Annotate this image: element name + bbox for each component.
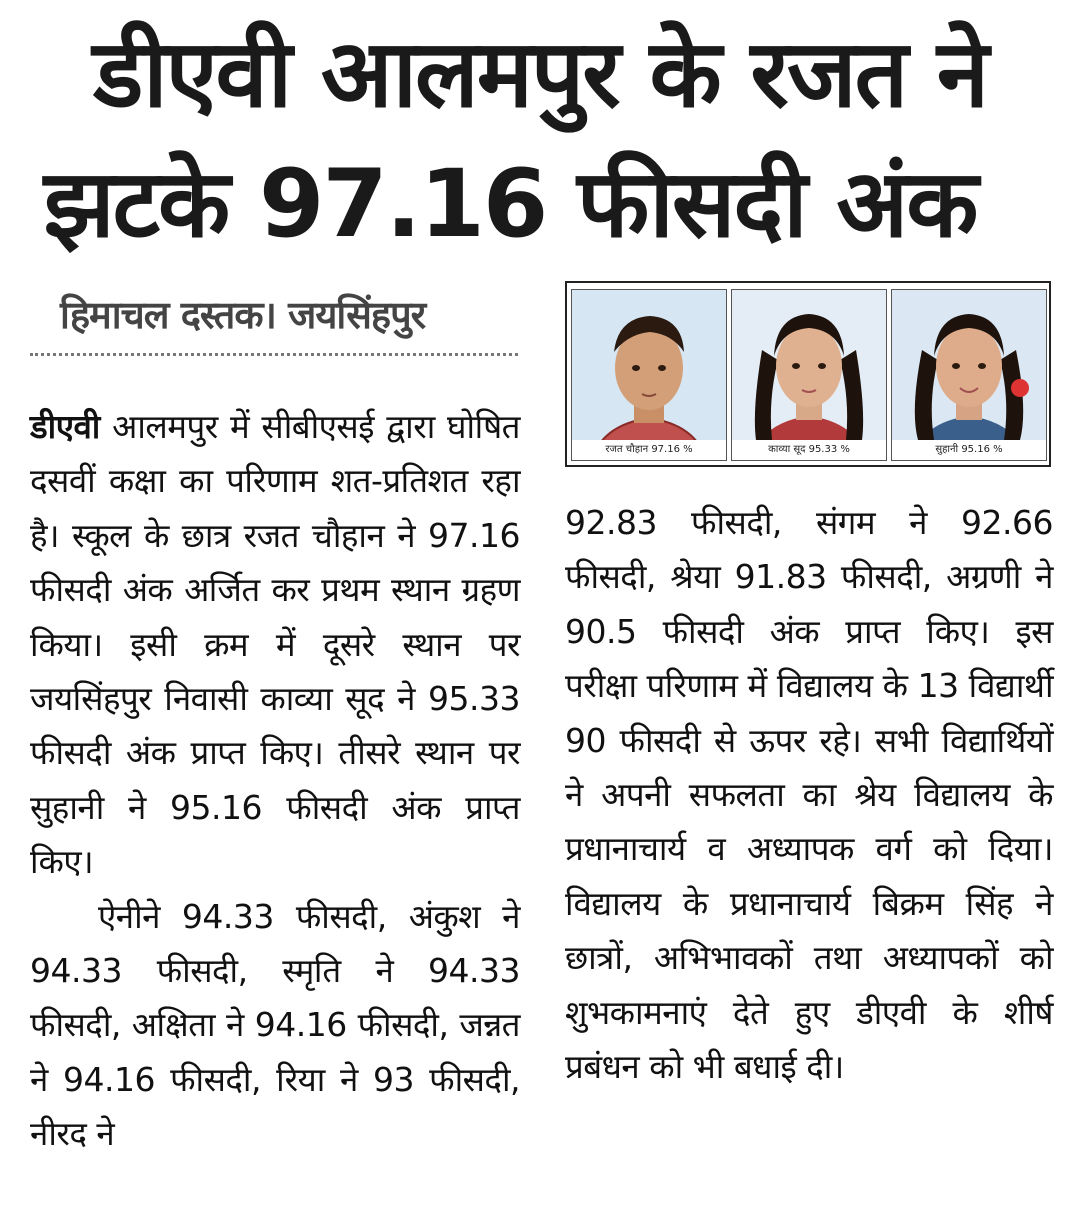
girl-portrait-image bbox=[892, 290, 1046, 460]
article-column-right bbox=[565, 496, 1053, 1094]
headline-line-1: डीएवी आलमपुर के रजत ने bbox=[92, 20, 988, 129]
student-photo-2 bbox=[731, 289, 887, 461]
student-photo-3 bbox=[891, 289, 1047, 461]
article-column-left bbox=[30, 400, 520, 1162]
headline-line-2: झटके 97.16 फीसदी अंक bbox=[43, 150, 977, 259]
byline: हिमाचल दस्तक। जयसिंहपुर bbox=[60, 293, 426, 337]
lead-word: डीएवी bbox=[30, 407, 100, 446]
byline-divider bbox=[30, 353, 518, 356]
photo-caption-3: सुहानी 95.16 % bbox=[892, 440, 1046, 460]
student-photo-strip bbox=[565, 281, 1051, 467]
article-paragraph-1: आलमपुर में सीबीएसई द्वारा घोषित दसवीं कक्षा का परिणाम शत-प्रतिशत रहा है। स्कूल के छात्र रजत चौहान ने 97.16 फीसदी अंक अर्जित कर प्रथम स्थान ग्रहण किया। इसी क्रम में दूसरे स्थान पर जयसिंहपुर निवासी काव्या सूद ने 95.33 फीसदी अंक प्राप्त किए। तीसरे स्थान पर सुहानी ने 95.16 फीसदी अंक प्राप्त किए। bbox=[30, 407, 520, 882]
girl-portrait-image bbox=[732, 290, 886, 460]
article-paragraph-3: 92.83 फीसदी, संगम ने 92.66 फीसदी, श्रेया 91.83 फीसदी, अग्रणी ने 90.5 फीसदी अंक प्राप्त किए। इस परीक्षा परिणाम में विद्यालय के 13 विद्यार्थी 90 फीसदी से ऊपर रहे। सभी विद्यार्थियों ने अपनी सफलता का श्रेय विद्यालय के प्रधानाचार्य व अध्यापक वर्ग को दिया। विद्यालय के प्रधानाचार्य बिक्रम सिंह ने छात्रों, अभिभावकों तथा अध्यापकों को शुभकामनाएं देते हुए डीएवी के शीर्ष प्रबंधन को भी बधाई दी। bbox=[565, 503, 1053, 1087]
article-paragraph-2: ऐनीने 94.33 फीसदी, अंकुश ने 94.33 फीसदी, स्मृति ने 94.33 फीसदी, अक्षिता ने 94.16 फीसदी, जन्नत ने 94.16 फीसदी, रिया ने 93 फीसदी, नीरद ने bbox=[30, 896, 520, 1154]
boy-portrait-image bbox=[572, 290, 726, 460]
student-photo-1 bbox=[571, 289, 727, 461]
photo-caption-2: काव्या सूद 95.33 % bbox=[732, 440, 886, 460]
photo-caption-1: रजत चौहान 97.16 % bbox=[572, 440, 726, 460]
